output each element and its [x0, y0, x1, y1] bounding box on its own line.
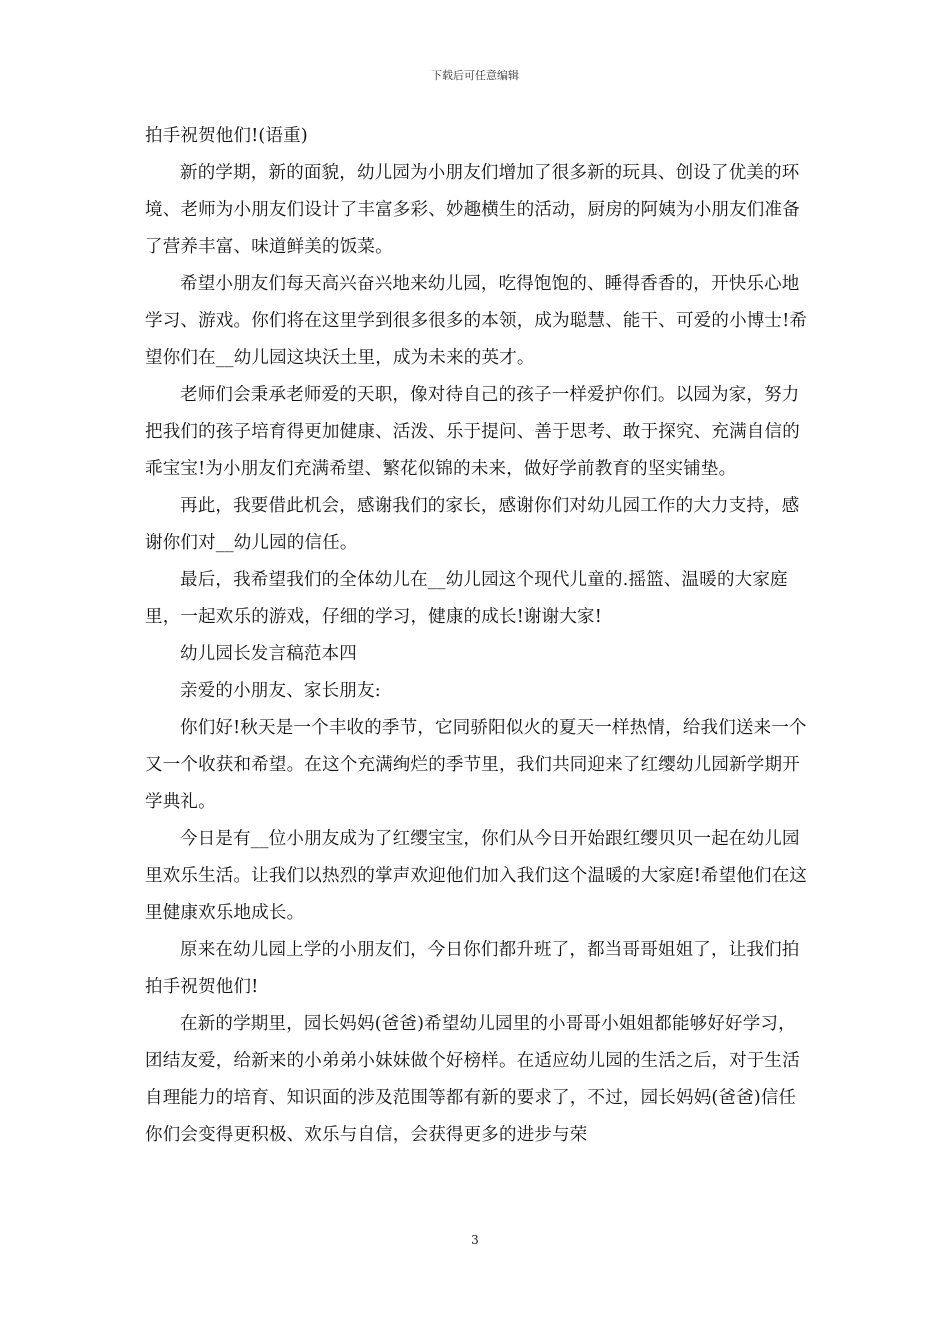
paragraph: 希望小朋友们每天高兴奋兴地来幼儿园，吃得饱饱的、睡得香香的，开快乐心地学习、游戏。你们将在这里学到很多很多的本领，成为聪慧、能干、可爱的小博士!希望你们在__幼儿园这块沃土里，成为未来的英才。	[145, 274, 808, 368]
paragraph: 今日是有__位小朋友成为了红缨宝宝，你们从今日开始跟红缨贝贝一起在幼儿园里欢乐生活。让我们以热烈的掌声欢迎他们加入我们这个温暖的大家庭!希望他们在这里健康欢乐地成长。	[145, 829, 808, 923]
paragraph: 老师们会秉承老师爱的天职，像对待自己的孩子一样爱护你们。以园为家，努力把我们的孩子培育得更加健康、活泼、乐于提问、善于思考、敢于探究、充满自信的乖宝宝!为小朋友们充满希望、繁花似锦的未来，做好学前教育的坚实铺垫。	[145, 385, 800, 479]
page-number: 3	[471, 1233, 479, 1247]
paragraph: 新的学期，新的面貌，幼儿园为小朋友们增加了很多新的玩具、创设了优美的环境、老师为小朋友们设计了丰富多彩、妙趣横生的活动，厨房的阿姨为小朋友们准备了营养丰富、味道鲜美的饭菜。	[145, 163, 800, 257]
paragraph: 再此，我要借此机会，感谢我们的家长，感谢你们对幼儿园工作的大力支持，感谢你们对__幼儿园的信任。	[145, 496, 800, 553]
page-header: 下载后可任意编辑	[431, 69, 519, 82]
paragraph: 在新的学期里，园长妈妈(爸爸)希望幼儿园里的小哥哥小姐姐都能够好好学习，团结友爱，给新来的小弟弟小妹妹做个好榜样。在适应幼儿园的生活之后，对于生活自理能力的培育、知识面的涉及范围等都有新的要求了，不过，园长妈妈(爸爸)信任你们会变得更积极、欢乐与自信，会获得更多的进步与荣	[145, 1014, 800, 1145]
paragraph: 你们好!秋天是一个丰收的季节，它同骄阳似火的夏天一样热情，给我们送来一个又一个收获和希望。在这个充满绚烂的季节里，我们共同迎来了红缨幼儿园新学期开学典礼。	[145, 718, 807, 812]
section-heading: 幼儿园长发言稿范本四	[180, 644, 357, 664]
paragraph: 原来在幼儿园上学的小朋友们，今日你们都升班了，都当哥哥姐姐了，让我们拍拍手祝贺他们!	[145, 940, 800, 997]
document-body	[145, 118, 813, 1154]
paragraph: 拍手祝贺他们!(语重)	[145, 126, 308, 146]
salutation: 亲爱的小朋友、家长朋友:	[180, 681, 381, 701]
paragraph: 最后，我希望我们的全体幼儿在__幼儿园这个现代儿童的.摇篮、温暖的大家庭里，一起欢乐的游戏，仔细的学习，健康的成长!谢谢大家!	[145, 570, 788, 627]
